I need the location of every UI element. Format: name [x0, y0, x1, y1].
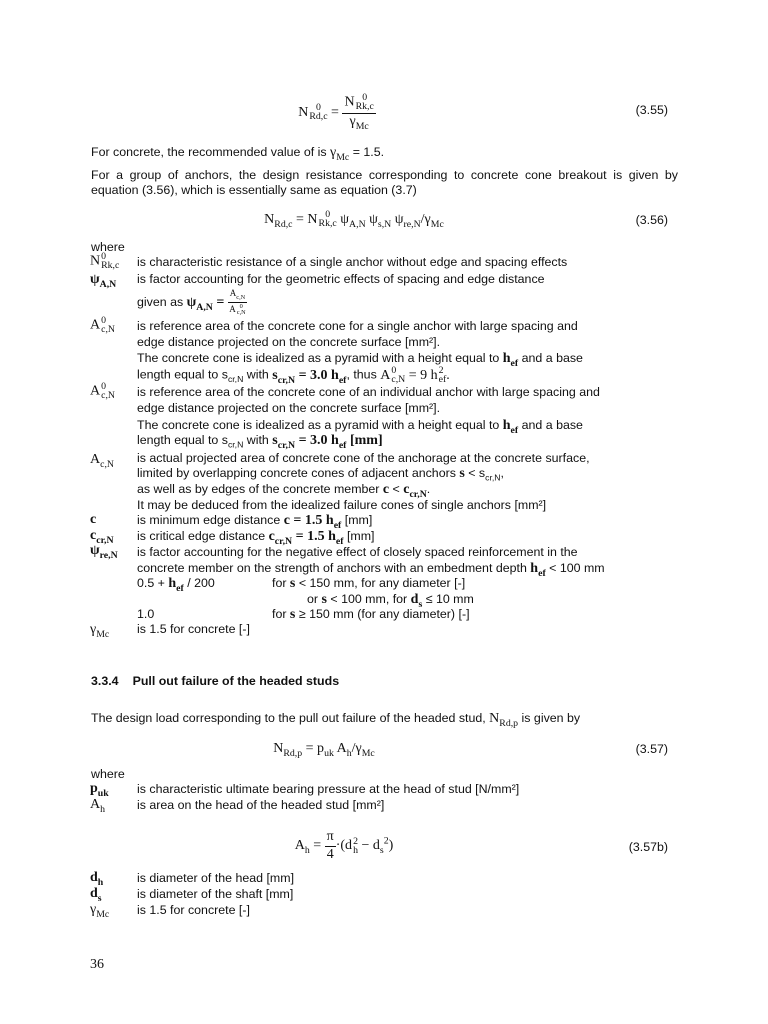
- def-psi-an: is factor accounting for the geometric effects of spacing and edge distance: [137, 272, 545, 286]
- symbol-ah: $A_h$: [90, 797, 106, 815]
- equation-3-55: N 0 Rd,c = N 0 Rk,c $\gamma_{Mc}$: [298, 92, 374, 132]
- def-a0cn-line2: edge distance projected on the concrete surface [mm²].: [137, 335, 441, 349]
- page-number: 36: [90, 957, 104, 972]
- def-puk: is characteristic ultimate bearing pressure at the head of stud [N/mm²]: [137, 782, 520, 796]
- def-acn-line1: is actual projected area of concrete cone of the anchorage at the concrete surface,: [137, 451, 590, 465]
- def-ccr: is critical edge distance $c_{cr,N} = 1.5$ $h_{ef}$ [mm]: [137, 529, 375, 547]
- def-acn-line3: as well as by edges of the concrete member $c < c_{cr,N}$.: [137, 482, 431, 500]
- def-nrkc: is characteristic resistance of a single anchor without edge and spacing effects: [137, 255, 568, 269]
- equation-3-56: $N_{Rd,c} = N$ 0 Rk,c $\psi_{A,N}$ $\psi_{s,N}$ $\psi_{re,N}/\gamma_{Mc}$: [264, 209, 444, 230]
- def-a0cn-line3: The concrete cone is idealized as a pyramid with a height equal to $h_{ef}$ and a base: [137, 351, 583, 369]
- def-gamma-mc: is 1.5 for concrete [-]: [137, 622, 250, 636]
- psi-an-formula: given as $\psi_{A,N}$ = $A_{c,N}$ A 0 c,N: [137, 288, 246, 317]
- pull-paragraph: The design load corresponding to the pull out failure of the headed stud, $N_{Rd,p}$ is given by: [91, 711, 581, 729]
- def-a0cn2-line3: The concrete cone is idealized as a pyramid with a height equal to $h_{ef}$ and a base: [137, 418, 583, 436]
- def-psi-re-line5: 1.0: [137, 607, 155, 621]
- group-paragraph: For a group of anchors, the design resistance corresponding to concrete cone breakout is given by equation (3.56), which is essentially same as equation (3.7): [91, 168, 678, 197]
- symbol-gamma-mc: $\gamma_{Mc}$: [90, 622, 110, 640]
- def-psi-re-line1: is factor accounting for the negative effect of closely spaced reinforcement in the: [137, 545, 578, 559]
- def-psi-re-line5-cond: for s ≥ 150 mm (for any diameter) [-]: [272, 607, 470, 622]
- symbol-psi-re: $\psi_{re,N}$: [90, 543, 118, 561]
- def-psi-re-line3: $0.5 + h_{ef} / 200$: [137, 576, 215, 594]
- section-heading: 3.3.4 Pull out failure of the headed studs: [91, 674, 340, 688]
- equation-number: (3.57): [635, 742, 668, 756]
- def-c: is minimum edge distance c = 1.5 $h_{ef}$ [mm]: [137, 513, 373, 531]
- equation-number: (3.55): [635, 103, 668, 117]
- def-dh: is diameter of the head [mm]: [137, 871, 295, 885]
- def-psi-re-line3-cond: for s < 150 mm, for any diameter [-]: [272, 576, 466, 591]
- def-a0cn2-line4: length equal to $s_{cr,N}$ with $s_{cr,N} = 3.0$ $h_{ef}$ [mm]: [137, 433, 383, 451]
- equation-number: (3.56): [635, 213, 668, 227]
- where-label: where: [91, 767, 125, 781]
- def-acn-line2: limited by overlapping concrete cones of adjacent anchors $s < s_{cr,N}$,: [137, 466, 504, 483]
- def-a0cn2-line1: is reference area of the concrete cone of an individual anchor with large spacing and: [137, 385, 600, 399]
- where-label: where: [91, 240, 125, 254]
- equation-3-57b: $A_h$ = $\frac{\pi}{4}$ ·(d 2 h − $d_s^2$): [294, 829, 394, 862]
- symbol-psi-an: $\psi_{A,N}$: [90, 272, 117, 290]
- symbol-nrkc: N 0 Rk,c: [90, 251, 120, 272]
- symbol-ds: $d_s$: [90, 886, 102, 904]
- equation-number: (3.57b): [628, 840, 668, 854]
- symbol-a0cn: A 0 c,N: [90, 381, 115, 402]
- recommend-text: For concrete, the recommended value of is $\gamma_{Mc} = 1.5$.: [91, 145, 385, 163]
- symbol-acn: $A_{c,N}$: [90, 452, 114, 470]
- def-psi-re-line4: or s < 100 mm, for $d_s \le 10$ mm: [307, 592, 474, 610]
- symbol-c: c: [90, 512, 97, 527]
- symbol-ccr: $c_{cr,N}$: [90, 528, 114, 546]
- def-acn-line4: It may be deduced from the idealized failure cones of single anchors [mm²]: [137, 498, 547, 512]
- symbol-dh: $d_h$: [90, 870, 104, 888]
- symbol-puk: $p_{uk}$: [90, 781, 109, 799]
- def-a0cn-line4: length equal to $s_{cr,N}$ with $s_{cr,N} = 3.0$ $h_{ef}$, thus A 0 c,N = 9 h 2 ef .: [137, 365, 450, 386]
- def-ds: is diameter of the shaft [mm]: [137, 887, 294, 901]
- def-a0cn2-line2: edge distance projected on the concrete surface [mm²].: [137, 401, 441, 415]
- symbol-a0cn: A 0 c,N: [90, 315, 115, 336]
- def-gamma-mc: is 1.5 for concrete [-]: [137, 903, 250, 917]
- def-ah: is area on the head of the headed stud [mm²]: [137, 798, 385, 812]
- def-a0cn-line1: is reference area of the concrete cone for a single anchor with large spacing and: [137, 319, 578, 333]
- def-psi-re-line2: concrete member on the strength of anchors with an embedment depth $h_{ef} < 100$ mm: [137, 561, 605, 579]
- symbol-gamma-mc: $\gamma_{Mc}$: [90, 902, 110, 920]
- equation-3-57: $N_{Rd,p} = p_{uk}$ $A_h/\gamma_{Mc}$: [273, 741, 375, 759]
